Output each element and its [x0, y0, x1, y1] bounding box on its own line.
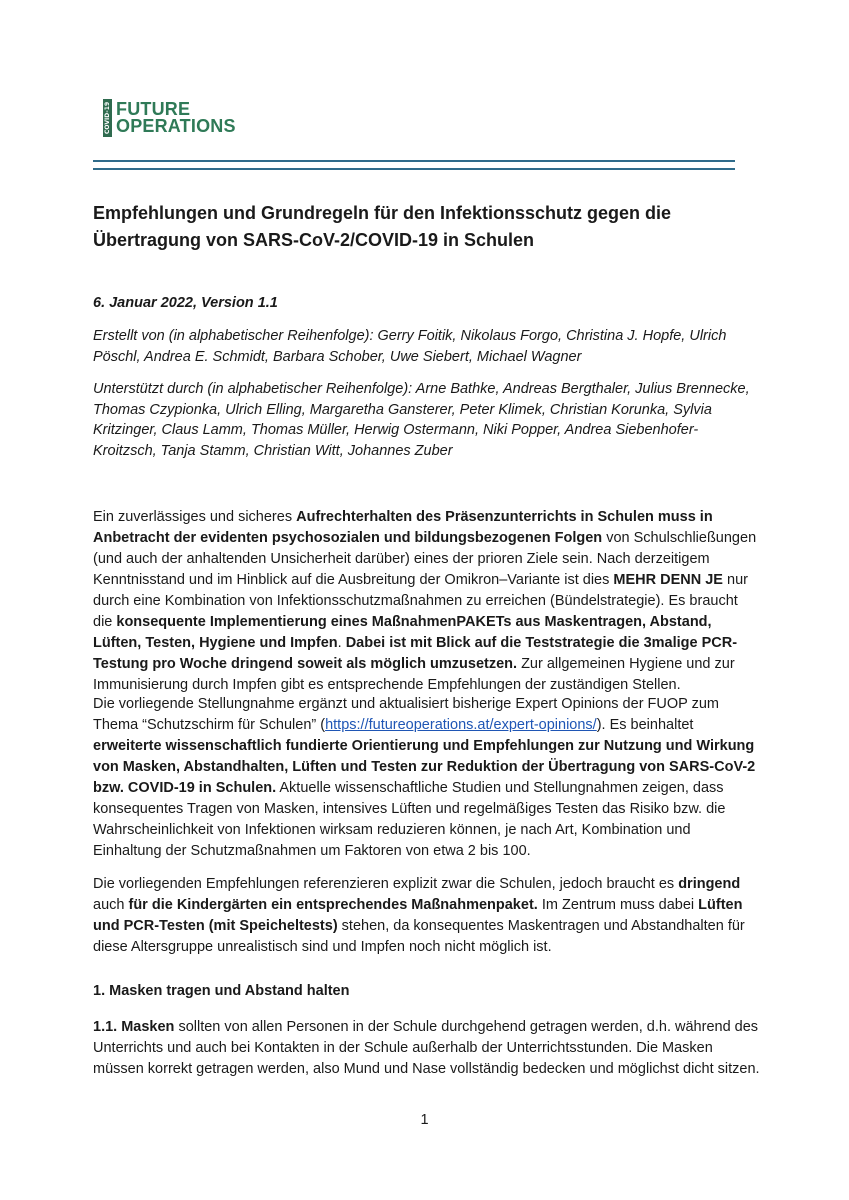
emphasis: dringend — [678, 876, 741, 892]
text-span: ). Es beinhaltet — [596, 717, 694, 733]
text-span: von Schulschließungen (und auch der anhaltenden Unsicherheit darüber) eines der prioren Ziele sein. Nach derzeitigem Kenntnisstand und im Hinblick auf die Ausbreitung der Omikron–Variante ist dies — [93, 530, 757, 588]
expert-opinions-link[interactable]: https://futureoperations.at/expert-opinions/ — [325, 717, 597, 733]
document-date: 6. Januar 2022, Version 1.1 — [93, 295, 278, 311]
emphasis: erweiterte wissenschaftlich fundierte Orientierung und Empfehlungen zur Nutzung und Wirkung von Masken, Abstandhalten, Lüften und Testen zur Reduktion der Übertragung von SARS-CoV-2 bzw. COVID-19 in Schulen. — [93, 738, 756, 796]
authors-supported-by: Unterstützt durch (in alphabetischer Reihenfolge): Arne Bathke, Andreas Bergthaler, Julius Brennecke, Thomas Czypionka, Ulrich Elling, Margaretha Gansterer, Peter Klimek, Christian Korunka, Sylvia Kritzinger, Claus Lamm, Thomas Müller, Herwig Ostermann, Niki Popper, Andrea Siebenhofer-Kroitzsch, Tanja Stamm, Christian Witt, Johannes Zuber — [93, 381, 750, 459]
text-span: Zur allgemeinen Hygiene und zur Immunisierung durch Impfen gibt es entsprechende Empfehlungen der zuständigen Stellen. — [93, 656, 735, 693]
authors-created-by: Erstellt von (in alphabetischer Reihenfolge): Gerry Foitik, Nikolaus Forgo, Christina J. Hopfe, Ulrich Pöschl, Andrea E. Schmidt, Barbara Schober, Uwe Siebert, Michael Wagner — [93, 328, 727, 365]
logo-wordmark — [116, 101, 236, 135]
emphasis: Lüften und PCR-Testen (mit Speicheltests) — [93, 897, 743, 934]
text-span: sollten von allen Personen in der Schule durchgehend getragen werden, d.h. während des Unterrichts und auch bei Kontakten in der Schule außerhalb der Unterrichtsstunden. Die Masken müssen korrekt getragen werden, also Mund und Nase vollständig bedecken und möglichst dicht sitzen. — [93, 1019, 760, 1077]
text-span: Die vorliegenden Empfehlungen referenzieren explizit zwar die Schulen, jedoch braucht es — [93, 876, 679, 892]
header-rule-top — [93, 160, 735, 162]
document-title: Empfehlungen und Grundregeln für den Infektionsschutz gegen die Übertragung von SARS-CoV-2/COVID-19 in Schulen — [93, 203, 672, 250]
text-span: Ein zuverlässiges und sicheres — [93, 509, 297, 525]
paragraph-masks — [93, 1017, 761, 1080]
logo-line-2: OPERATIONS — [116, 116, 236, 136]
text-span: Aktuelle wissenschaftliche Studien und Stellungnahmen zeigen, dass konsequentes Tragen von Masken, intensives Lüften und regelmäßiges Testen das Risiko bzw. die Wahrscheinlichkeit von Infektionen wirksam reduzieren können, je nach Art, Kombination und Einhaltung der Schutzmaßnahmen um Faktoren von etwa 2 bis 100. — [93, 780, 726, 859]
paragraph-statement — [93, 694, 761, 862]
text-span: Im Zentrum muss dabei — [537, 897, 699, 913]
text-span: . — [337, 635, 346, 651]
paragraph-kindergarten — [93, 874, 761, 958]
emphasis: 1.1. Masken — [93, 1019, 175, 1035]
section-heading: 1. Masken tragen und Abstand halten — [93, 983, 350, 999]
text-span: auch — [93, 897, 129, 913]
header-rule-bottom — [93, 168, 735, 170]
page-number: 1 — [420, 1112, 429, 1128]
text-span: stehen, da konsequentes Maskentragen und Abstandhalten für diese Altersgruppe unrealistisch sind und Impfen noch nicht möglich ist. — [93, 918, 745, 955]
emphasis: Aufrechterhalten des Präsenzunterrichts in Schulen muss in Anbetracht der evidenten psychosozialen und bildungsbezogenen Folgen — [93, 509, 713, 546]
text-span: Die vorliegende Stellungnahme ergänzt und aktualisiert bisherige Expert Opinions der FUOP zum Thema “Schutzschirm für Schulen” ( — [93, 696, 719, 733]
emphasis: MEHR DENN JE — [613, 572, 723, 588]
logo-line-1: FUTURE — [116, 99, 191, 119]
emphasis: konsequente Implementierung eines MaßnahmenPAKETs aus Maskentragen, Abstand, Lüften, Testen, Hygiene und Impfen — [93, 614, 712, 651]
text-span: nur durch eine Kombination von Infektionsschutzmaßnahmen zu erreichen (Bündelstrategie). Es braucht die — [93, 572, 748, 630]
emphasis: für die Kindergärten ein entsprechendes Maßnahmenpaket. — [128, 897, 538, 913]
logo-covid-mark: COVID-19 — [103, 99, 112, 137]
paragraph-intro — [93, 507, 761, 696]
logo — [103, 98, 236, 138]
emphasis: Dabei ist mit Blick auf die Teststrategie die 3malige PCR-Testung pro Woche dringend soweit als möglich umzusetzen. — [93, 635, 738, 672]
